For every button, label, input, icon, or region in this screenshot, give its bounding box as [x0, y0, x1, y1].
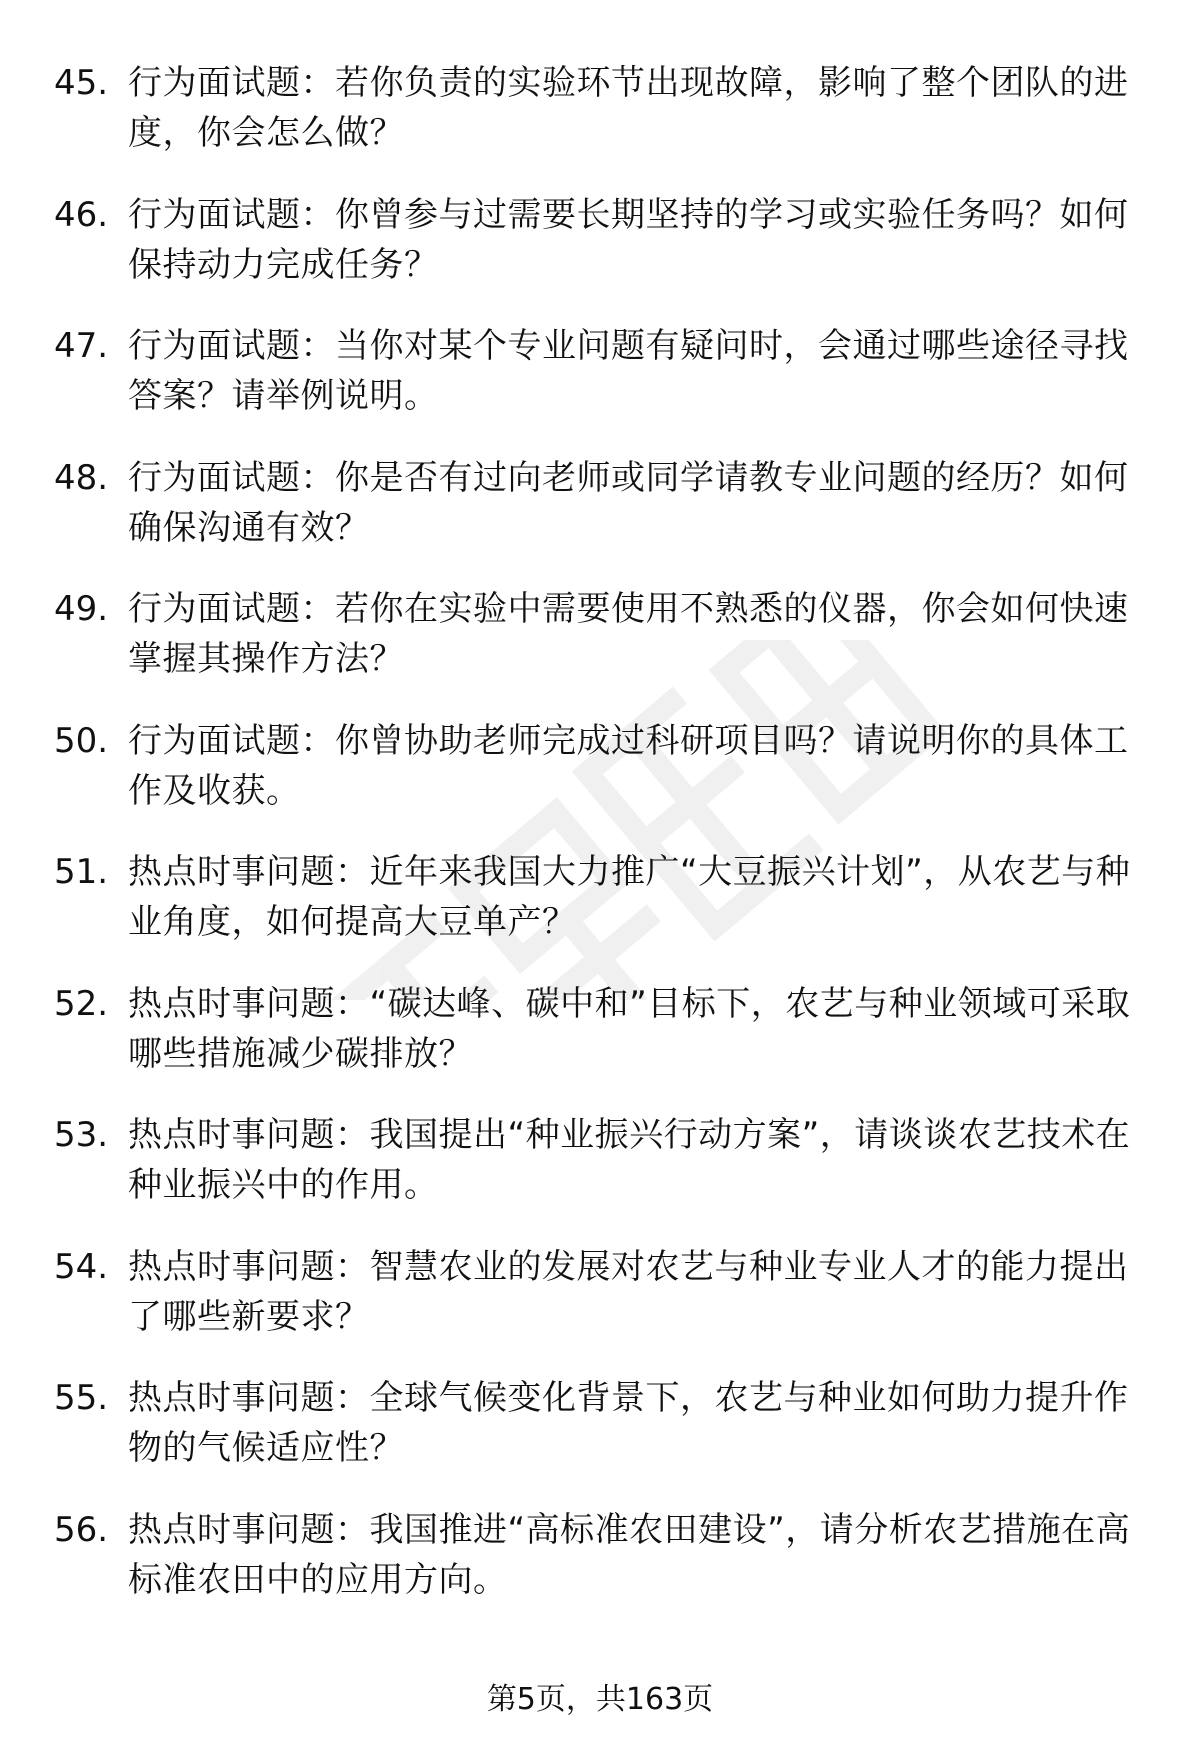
question-text: 行为面试题：若你在实验中需要使用不熟悉的仪器，你会如何快速掌握其操作方法？ — [128, 589, 1129, 679]
question-item — [0, 190, 1200, 322]
question-text: 热点时事问题：智慧农业的发展对农艺与种业专业人才的能力提出了哪些新要求？ — [128, 1246, 1129, 1337]
question-item — [0, 584, 1200, 716]
question-item — [0, 847, 1200, 979]
page-number-footer: 第5页，共163页 — [486, 1682, 714, 1717]
question-text: 行为面试题：若你负责的实验环节出现故障，影响了整个团队的进度，你会怎么做？ — [128, 63, 1129, 153]
question-item — [0, 1242, 1200, 1374]
question-text: 行为面试题：你是否有过向老师或同学请教专业问题的经历？如何确保沟通有效？ — [128, 457, 1129, 548]
question-item — [0, 716, 1200, 848]
question-number: 54. — [54, 1246, 109, 1287]
question-item — [0, 1373, 1200, 1505]
question-item — [0, 58, 1200, 190]
question-number: 47. — [54, 326, 109, 366]
question-number: 48. — [54, 457, 109, 498]
question-item — [0, 979, 1200, 1111]
question-text: 行为面试题：当你对某个专业问题有疑问时，会通过哪些途径寻找答案？请举例说明。 — [128, 326, 1129, 416]
question-number: 53. — [54, 1115, 109, 1155]
question-text: 热点时事问题：“碳达峰、碳中和”目标下，农艺与种业领域可采取哪些措施减少碳排放？ — [128, 983, 1131, 1074]
question-number: 56. — [54, 1509, 109, 1550]
question-text: 行为面试题：你曾协助老师完成过科研项目吗？请说明你的具体工作及收获。 — [128, 720, 1129, 811]
question-number: 50. — [54, 720, 109, 761]
question-text: 行为面试题：你曾参与过需要长期坚持的学习或实验任务吗？如何保持动力完成任务？ — [128, 194, 1129, 285]
question-text: 热点时事问题：我国推进“高标准农田建设”，请分析农艺措施在高标准农田中的应用方向。 — [128, 1509, 1131, 1600]
question-number: 55. — [54, 1378, 109, 1418]
question-text: 热点时事问题：我国提出“种业振兴行动方案”，请谈谈农艺技术在种业振兴中的作用。 — [128, 1115, 1131, 1205]
question-number: 46. — [54, 194, 109, 235]
question-item — [0, 1505, 1200, 1637]
question-item — [0, 1110, 1200, 1242]
question-item — [0, 321, 1200, 453]
question-list — [0, 58, 1200, 1636]
question-number: 52. — [54, 983, 109, 1024]
question-number: 45. — [54, 63, 109, 103]
question-text: 热点时事问题：近年来我国大力推广“大豆振兴计划”，从农艺与种业角度，如何提高大豆单产？ — [128, 852, 1131, 942]
question-text: 热点时事问题：全球气候变化背景下，农艺与种业如何助力提升作物的气候适应性？ — [128, 1378, 1129, 1468]
question-number: 51. — [54, 852, 109, 892]
question-number: 49. — [54, 589, 109, 629]
question-item — [0, 453, 1200, 585]
